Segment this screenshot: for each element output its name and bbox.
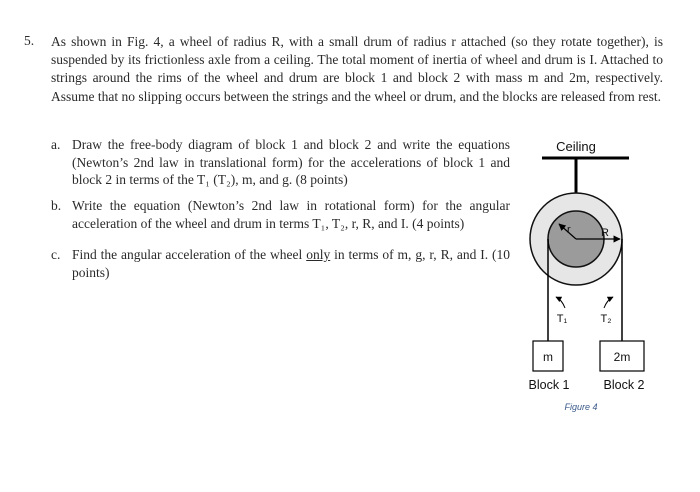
part-c-label: c. — [51, 247, 61, 262]
part-a-text: Draw the free-body diagram of block 1 and block 2 and write the equations (Newton’s 2nd law in translational form) for the accelerations of block 1 and block 2 in terms of the T₁ (T₂), m, and g. (8 points) — [72, 137, 510, 187]
part-a-label: a. — [51, 137, 61, 152]
block-1-mass: m — [543, 350, 553, 364]
part-c-text-before: Find the angular acceleration of the wheel — [72, 247, 307, 262]
small-radius-label: r — [567, 224, 571, 236]
part-c-text-after: in terms of m, g, r, R, and I. (10 points) — [72, 247, 511, 280]
tension-1-label: T₁ — [556, 313, 568, 325]
problem-stem: As shown in Fig. 4, a wheel of radius R, with a small drum of radius r attached (so they rotate together), is suspended by its frictionless axle from a ceiling. The total moment of inertia of wheel and drum is I. Attached to strings around the rims of the wheel and drum are block 1 and block 2 with mass m and 2m, respectively. Assume that no slipping occurs between the strings and the wheel or drum, and the blocks are released from rest. — [51, 34, 663, 104]
tension-2-arrow — [604, 297, 613, 308]
figure-caption: Figure 4 — [564, 402, 598, 412]
tension-2-label: T₂ — [600, 313, 612, 325]
part-b-label: b. — [51, 198, 62, 213]
large-radius-label: R — [601, 227, 609, 239]
problem-number: 5. — [24, 33, 35, 48]
ceiling-label: Ceiling — [556, 139, 596, 154]
part-c-underlined: only — [306, 247, 331, 262]
block-2-name: Block 2 — [603, 378, 645, 392]
block-2-mass: 2m — [613, 350, 631, 364]
tension-1-arrow — [556, 297, 565, 308]
block-1-name: Block 1 — [528, 378, 570, 392]
part-b-text: Write the equation (Newton’s 2nd law in rotational form) for the angular acceleration of the wheel and drum in terms T₁, T₂, r, R, and I. (4 points) — [72, 198, 510, 231]
